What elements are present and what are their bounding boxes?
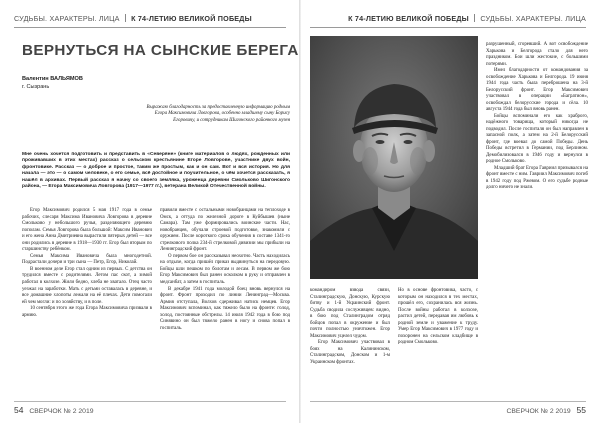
paragraph: Семья Максима Ивановича была многодетной. Подрастали дочери и три сына — Петр, Егор, Николай. — [22, 253, 152, 266]
right-running-head — [310, 14, 586, 24]
right-folio-label: СВЕРЧОК № 2 2019 — [506, 408, 571, 415]
right-page-number: 55 — [576, 405, 586, 415]
right-bottom-column-a — [310, 288, 390, 366]
author-name: Валентин ВАЛЬЯМОВ — [22, 76, 83, 82]
left-column-a — [22, 208, 152, 319]
portrait-photo — [310, 36, 478, 279]
right-head-rule — [310, 27, 586, 28]
acknowledgement: Выражаю благодарность за предоставленную информацию родным Егора Максимовича Ловгорова, особенно младшему сыну Борису Егоровичу, и сотрудникам Шигонского районного музея — [146, 105, 290, 123]
paragraph: Бойцы вспоминали его как храброго, надёжного товарища, который никогда не подводил. После госпиталя он был направлен в запасной полк, а затем на 2-й Белорусский фронт, где воевал до самой Победы. День Победы встретил в Германии, под Берлином. Демобилизовался в 1946 году и вернулся в родное Смольково. — [486, 113, 588, 164]
byline — [22, 75, 83, 91]
left-folio — [14, 405, 94, 415]
left-head-rubric: К 74-ЛЕТИЮ ВЕЛИКОЙ ПОБЕДЫ — [131, 14, 252, 23]
paragraph: В военном деле Егор стал одним из первых. С детства он трудился вместе с родителями. Летом пас скот, а зимой работал в колхозе. Жили бедно, хлеба не хватало. Отец часто уезжал на заработки. Мать с детьми оставалась в деревне, и все домашние хлопоты лежали на её плечах. Дети помогали ей чем могли: и по хозяйству, и в поле. — [22, 266, 152, 305]
right-head-section: СУДЬБЫ. ХАРАКТЕРЫ. ЛИЦА — [480, 14, 586, 23]
paragraph: О первом бое он рассказывал неохотно. Часть находилась на отдыхе, когда пришёл приказ выдвинуться на передовую. Бойцы шли пешком по болотам и лесам. В первом же бою Егор Максимович был ранен осколком в руку и отправлен в медсанбат, а затем в госпиталь. — [160, 253, 290, 286]
left-head-section: СУДЬБЫ. ХАРАКТЕРЫ. ЛИЦА — [14, 14, 120, 23]
right-bottom-column-b — [398, 288, 478, 347]
right-folio-rule — [310, 401, 586, 402]
paragraph: Имел благодарности от командования за освобождение Харькова и Белгорода. 19 июня 1944 года часть была переброшена на 3-й Белорусский фронт. Егор Максимович участвовал в операции «Багратион», освобождал белорусские города и сёла. 10 августа 1944 года был вновь ранен. — [486, 68, 588, 112]
left-column-b — [160, 208, 290, 332]
left-head-separator — [125, 14, 126, 22]
article-title: ВЕРНУТЬСЯ НА СЫНСКИЕ БЕРЕГА — [22, 42, 299, 59]
author-city: г. Сызрань — [22, 84, 50, 90]
right-column-top — [486, 42, 588, 192]
right-head-separator — [474, 14, 475, 22]
left-page-number: 54 — [14, 405, 24, 415]
paragraph: правили вместе с остальными новобранцами на теплоходе в Омск, а оттуда по железной дороге в Куйбышев (ныне Самара). Там уже формировались воинские части. Нас, новобранцев, обучали строевой подготовке, знакомили с оружием. После короткого срока обучения в составе 1341-го стрелкового полка 234-й стрелковой дивизии мы прибыли на Ленинградский фронт. — [160, 208, 290, 253]
lead-paragraph: Мне очень хочется подготовить и представить в «Северяне» (книге материалов о людях, рожденных или проживавших в этих местах) рассказ о сельском крестьянине Егоре Ловгорове, участнике двух войн, фронтовике. Рассказ — о доброе и простое, таким же простым, как и он сам. Вот и вся история. Но для начала — это — о самом человеке, о его семье, всё достойное и поучительное, о чём хочется рассказать, я нашёл в архивах. Первый рассказ я начну со своего земляка, уроженца деревни Смольково Шигонского района, — Егора Максимовича Ловгорова (1917—1977 гг.), ветерана Великой Отечественной войны. — [22, 152, 290, 190]
portrait-image — [310, 36, 478, 279]
paragraph: В декабре 1941 года молодой боец вновь вернулся на фронт. Фронт проходил по линии Ленинград—Москва. Армия отступала, Волхов сдерживал натиск немцев. Егор Максимович вспоминал, как тяжело было на фронте: голод, холод, постоянные обстрелы. 14 июля 1942 года в бою под Синявино он был тяжело ранен в ногу и снова попал в госпиталь. — [160, 286, 290, 331]
paragraph: Но в основе фронтовика, часто, с которым он находился в тех местах, прошёл его, сохранилась вся жизнь. После войны работал в колхозе, растил детей, передавая им любовь к родной земле и уважение к труду. Умер Егор Максимович в 1977 году и похоронен на сельском кладбище в родном Смольково. — [398, 288, 478, 345]
right-head-rubric: К 74-ЛЕТИЮ ВЕЛИКОЙ ПОБЕДЫ — [348, 14, 469, 23]
left-folio-rule — [14, 401, 286, 402]
paragraph: Младший брат Егора Гавриил призывался на фронт вместе с ним. Гавриил Максимович погиб в 1942 году под Ржевом. О его судьбе родные долго ничего не знали. — [486, 165, 588, 190]
paragraph: командиром взвода связи, Сталинградскую, Донскую, Курскую битву и 1-й Украинский фронт. Судьба сводила сослуживцев: видно, в бою под Сталинградом отряд бойцов попал в окружение и был почти полностью уничтожен. Егор Максимович уцелел чудом. — [310, 288, 390, 339]
paragraph: Егор Максимович родился 5 мая 1917 года в семье рабочих, слесаря Максима Ивановича Ловгорова в деревне Смольково у небольшого ручья, разделяющего деревню пополам. Семья Ловгорова была большой: Максим Иванович и его жена Анна Дмитриевна вырастили пятерых детей — все они родились в деревне в 1918—1930 гг. Егор был вторым по старшинству ребёнком. — [22, 208, 152, 253]
left-head-rule — [14, 27, 286, 28]
paragraph: разрушенный, сгоревший. А вот освобождение Харькова и Белгорода стало для него праздником. Бои шли жестокие, с большими потерями. — [486, 42, 588, 67]
right-page — [300, 0, 600, 423]
paragraph: Егор Максимович участвовал в боях на Калининском, Сталинградском, Донском и 1-м Украинском фронтах. — [310, 340, 390, 365]
paragraph: 10 сентября этого же года Егора Максимовича призвали в армию. — [22, 306, 152, 318]
right-folio — [506, 405, 586, 415]
left-running-head — [14, 14, 286, 24]
left-folio-label: СВЕРЧОК № 2 2019 — [29, 408, 94, 415]
